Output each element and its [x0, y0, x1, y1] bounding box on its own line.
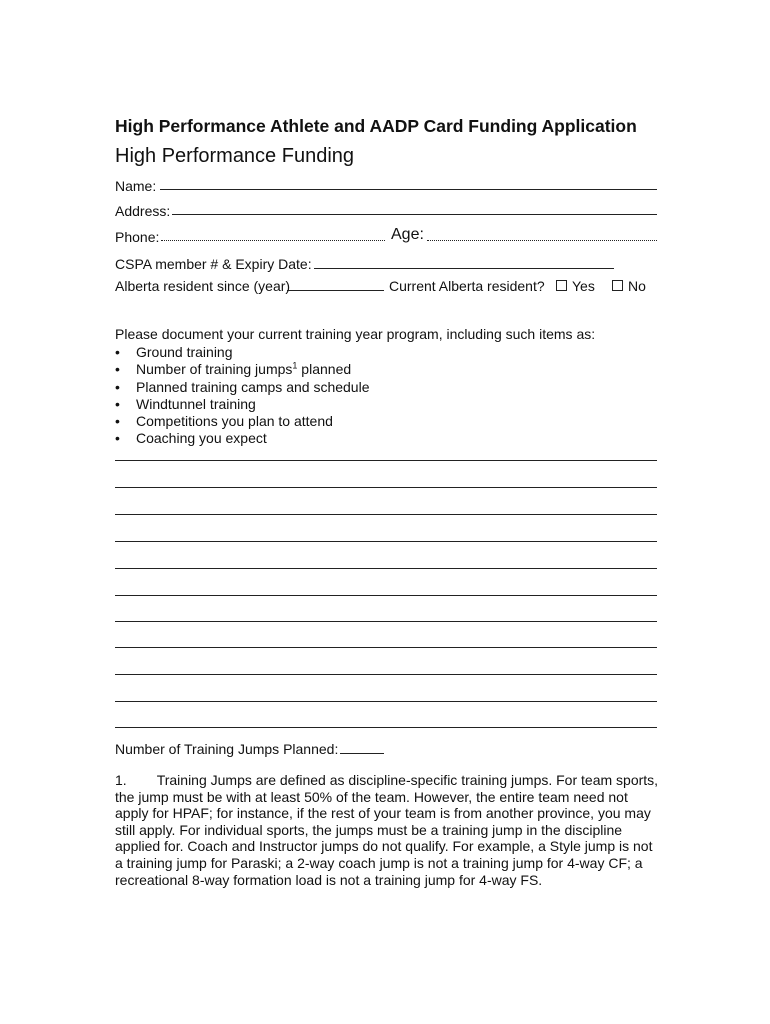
program-write-line[interactable]: [115, 541, 657, 542]
cspa-field[interactable]: [314, 268, 614, 269]
list-item: • Number of training jumps$^1$ planned: [115, 360, 352, 378]
no-checkbox[interactable]: [612, 280, 623, 291]
footnote-text-first: Training Jumps are defined as discipline-specific training jumps. For team sports,: [156, 772, 659, 788]
bullet-icon: •: [115, 361, 120, 378]
no-label: No: [628, 278, 646, 294]
yes-option[interactable]: [556, 278, 595, 294]
age-label: Age:: [391, 226, 424, 243]
program-write-line[interactable]: [115, 621, 657, 622]
program-write-line[interactable]: [115, 460, 657, 461]
list-item: • Windtunnel training: [115, 395, 256, 412]
program-write-line[interactable]: [115, 674, 657, 675]
form-title: High Performance Athlete and AADP Card Funding Application: [115, 116, 637, 136]
address-field[interactable]: [172, 214, 657, 215]
program-write-line[interactable]: [115, 595, 657, 596]
section-heading: High Performance Funding: [115, 145, 355, 167]
footnote-text-rest: the jump must be with at least 50% of the team. However, the entire team need not apply for HPAF; for instance, if the rest of your team is from another province, you may still apply. For individual sports, the jumps must be a training jump in the discipline applied for. Coach and Instructor jumps do not qualify. For example, a Style jump is not a training jump for Paraski; a 2-way coach jump is not a training jump for 4-way CF; a recreational 8-way formation load is not a training jump for 4-way FS.: [115, 788, 653, 888]
footnote: [115, 772, 663, 888]
list-item: • Ground training: [115, 344, 233, 360]
address-label: Address:: [115, 203, 171, 219]
age-field[interactable]: [427, 240, 657, 241]
cspa-label: CSPA member # & Expiry Date:: [115, 256, 312, 272]
program-items-list: [115, 344, 370, 448]
list-item: • Competitions you plan to attend: [115, 413, 333, 430]
jumps-planned-label: Number of Training Jumps Planned:: [115, 741, 339, 757]
bullet-icon: •: [115, 344, 120, 360]
name-field[interactable]: [160, 189, 657, 190]
bullet-icon: •: [115, 413, 120, 430]
resident-since-field[interactable]: [287, 290, 384, 291]
name-label: Name:: [115, 178, 157, 194]
program-write-line[interactable]: [115, 647, 657, 648]
jumps-planned-field[interactable]: [340, 753, 384, 754]
footnote-ref: 1: [292, 360, 298, 371]
phone-field[interactable]: [161, 240, 385, 241]
current-resident-label: Current Alberta resident?: [389, 278, 545, 294]
bullet-icon: •: [115, 395, 120, 412]
resident-since-label: Alberta resident since (year): [115, 278, 291, 294]
bullet-icon: •: [115, 430, 120, 447]
program-write-line[interactable]: [115, 701, 657, 702]
program-write-line[interactable]: [115, 487, 657, 488]
program-write-line[interactable]: [115, 727, 657, 728]
yes-label: Yes: [572, 278, 595, 294]
footnote-number: 1.: [115, 772, 127, 788]
no-option[interactable]: [612, 278, 646, 294]
yes-checkbox[interactable]: [556, 280, 567, 291]
list-item: • Coaching you expect: [115, 430, 267, 447]
list-item: • Planned training camps and schedule: [115, 378, 370, 395]
program-intro: Please document your current training year program, including such items as:: [115, 326, 596, 342]
program-write-line[interactable]: [115, 568, 657, 569]
bullet-icon: •: [115, 378, 120, 395]
program-write-line[interactable]: [115, 514, 657, 515]
phone-label: Phone:: [115, 229, 160, 245]
